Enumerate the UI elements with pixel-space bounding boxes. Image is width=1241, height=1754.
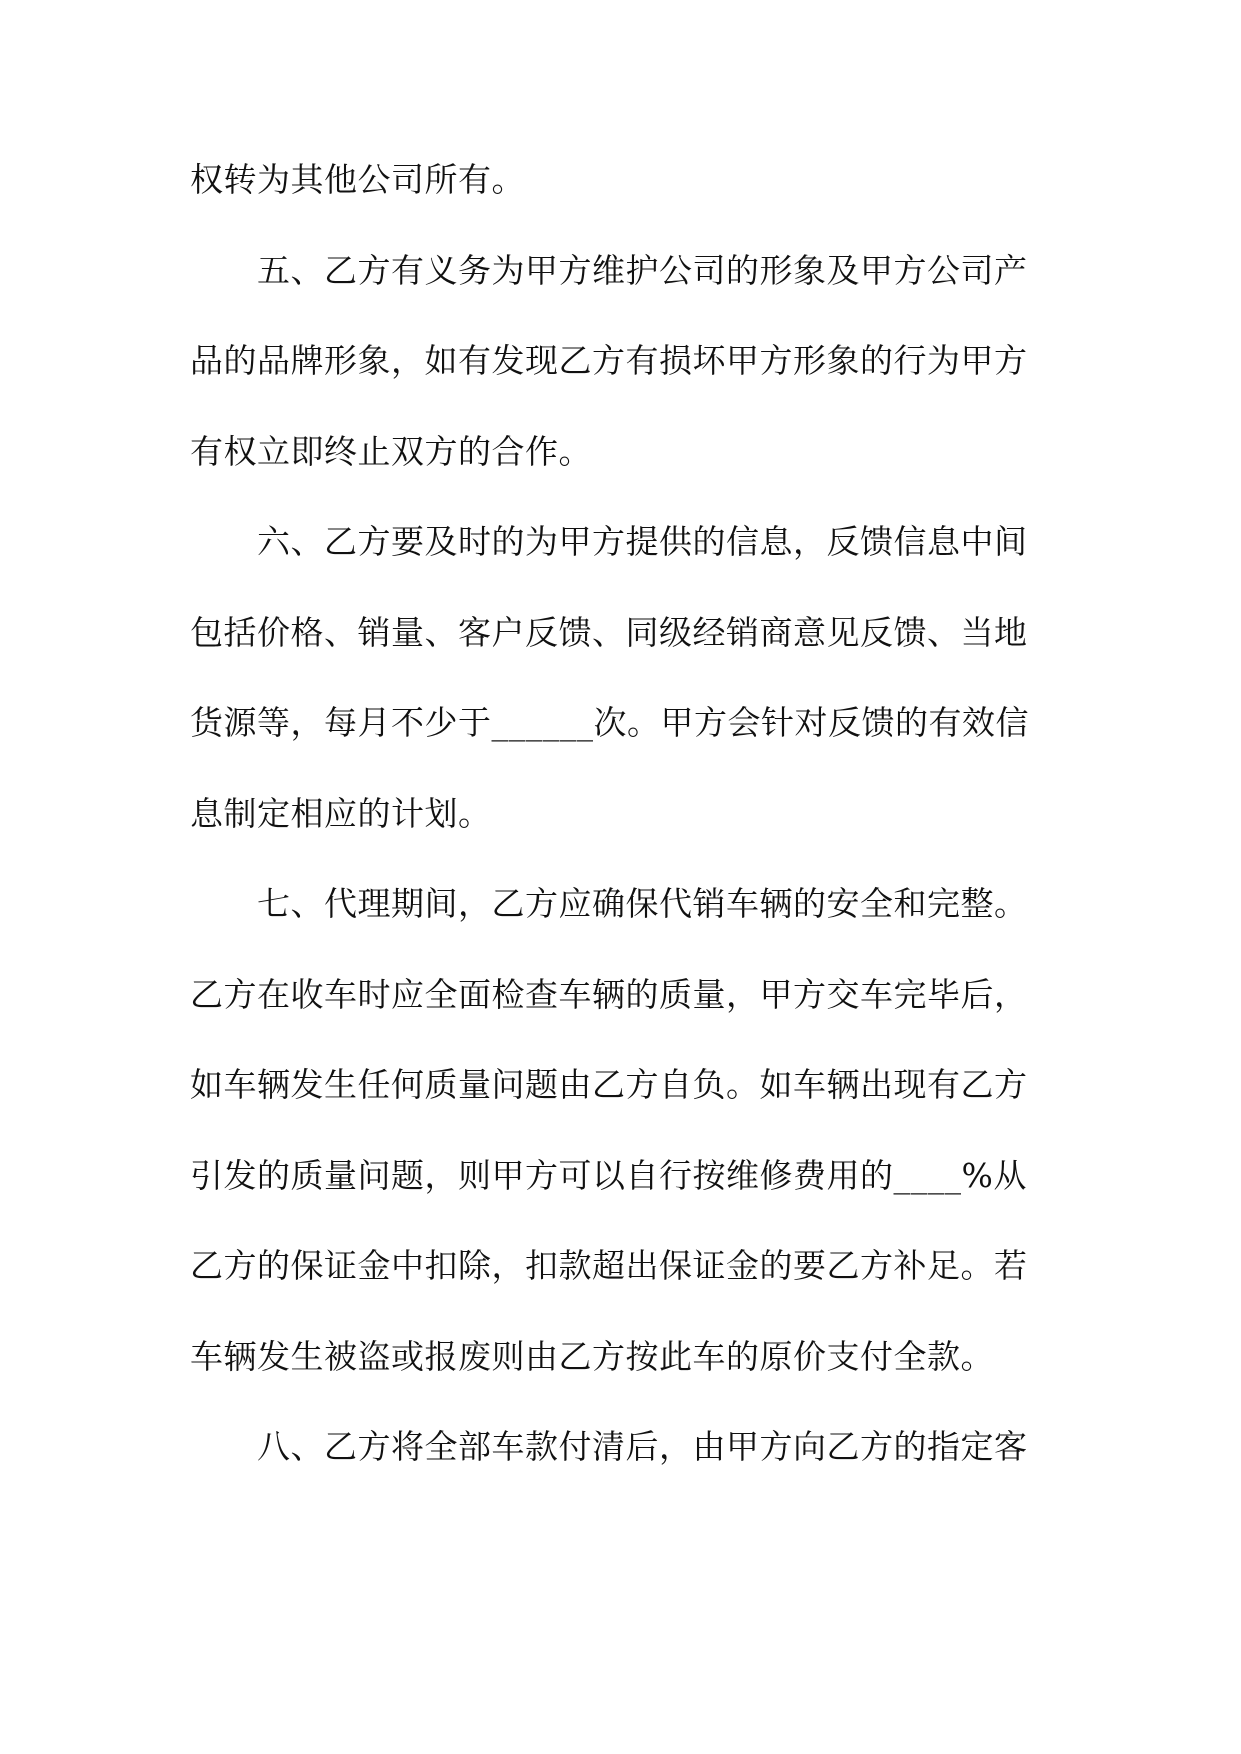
paragraph-6-start: 六、乙方要及时的为甲方提供的信息，反馈信息中间 (257, 522, 1028, 561)
paragraph-5-start: 五、乙方有义务为甲方维护公司的形象及甲方公司产 (257, 251, 1028, 290)
paragraph-8-start: 八、乙方将全部车款付清后，由甲方向乙方的指定客 (257, 1427, 1028, 1466)
text-line: 乙方在收车时应全面检查车辆的质量，甲方交车完毕后， (190, 975, 1028, 1014)
text-line: 有权立即终止双方的合作。 (190, 432, 592, 471)
text-line: 息制定相应的计划。 (190, 794, 492, 833)
paragraph-7-start: 七、代理期间，乙方应确保代销车辆的安全和完整。 (257, 884, 1028, 923)
text-line: 车辆发生被盗或报废则由乙方按此车的原价支付全款。 (190, 1337, 994, 1376)
text-line: 品的品牌形象，如有发现乙方有损坏甲方形象的行为甲方 (190, 341, 1028, 380)
text-line: 权转为其他公司所有。 (190, 160, 525, 199)
text-line: 包括价格、销量、客户反馈、同级经销商意见反馈、当地 (190, 613, 1028, 652)
text-line: 如车辆发生任何质量问题由乙方自负。如车辆出现有乙方 (190, 1065, 1028, 1104)
text-line: 引发的质量问题，则甲方可以自行按维修费用的____%从 (190, 1156, 1027, 1195)
text-line: 货源等，每月不少于______次。甲方会针对反馈的有效信 (190, 703, 1029, 742)
text-line: 乙方的保证金中扣除，扣款超出保证金的要乙方补足。若 (190, 1246, 1028, 1285)
